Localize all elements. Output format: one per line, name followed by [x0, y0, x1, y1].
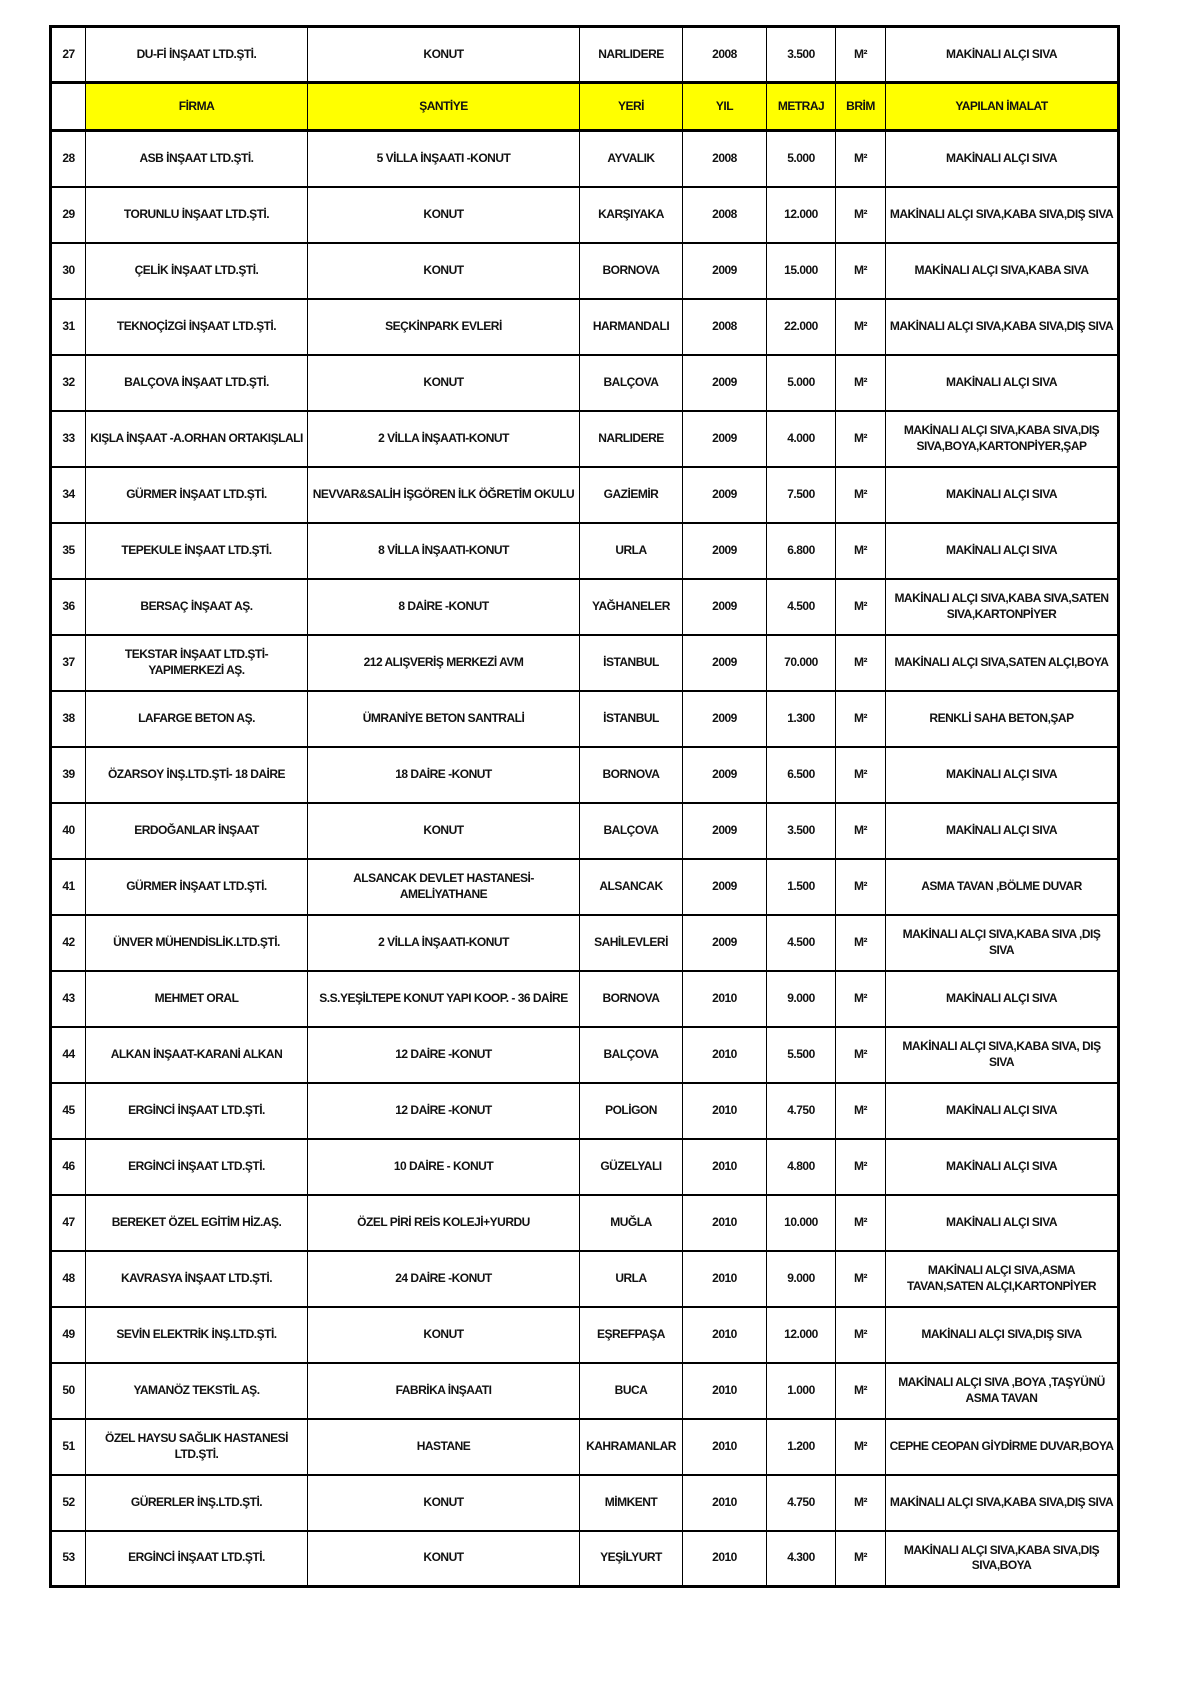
cell-no: 43 — [51, 971, 86, 1027]
cell-yil: 2009 — [683, 411, 767, 467]
cell-no: 48 — [51, 1251, 86, 1307]
cell-yeri: NARLIDERE — [580, 411, 683, 467]
cell-yil: 2010 — [683, 1027, 767, 1083]
cell-no: 47 — [51, 1195, 86, 1251]
cell-imalat: MAKİNALI ALÇI SIVA — [886, 971, 1119, 1027]
cell-no: 41 — [51, 859, 86, 915]
cell-firma: TEKSTAR İNŞAAT LTD.ŞTİ- YAPIMERKEZİ AŞ. — [86, 635, 308, 691]
cell-brim: M² — [836, 1251, 886, 1307]
cell-yil: 2008 — [683, 187, 767, 243]
column-header-yeri: YERİ — [580, 83, 683, 131]
cell-metraj: 12.000 — [767, 1307, 836, 1363]
cell-santiye: S.S.YEŞİLTEPE KONUT YAPI KOOP. - 36 DAİRE — [308, 971, 580, 1027]
cell-yil: 2008 — [683, 299, 767, 355]
cell-imalat: MAKİNALI ALÇI SIVA — [886, 27, 1119, 83]
cell-yil: 2010 — [683, 1307, 767, 1363]
cell-imalat: MAKİNALI ALÇI SIVA,DIŞ SIVA — [886, 1307, 1119, 1363]
table-row — [51, 1531, 1119, 1587]
cell-imalat: RENKLİ SAHA BETON,ŞAP — [886, 691, 1119, 747]
cell-metraj: 4.750 — [767, 1475, 836, 1531]
cell-brim: M² — [836, 243, 886, 299]
table-row — [51, 187, 1119, 243]
cell-imalat: MAKİNALI ALÇI SIVA — [886, 803, 1119, 859]
table-row — [51, 635, 1119, 691]
cell-imalat: MAKİNALI ALÇI SIVA — [886, 523, 1119, 579]
cell-yeri: KAHRAMANLAR — [580, 1419, 683, 1475]
column-header-yil: YIL — [683, 83, 767, 131]
cell-metraj: 1.300 — [767, 691, 836, 747]
cell-imalat: MAKİNALI ALÇI SIVA,KABA SIVA ,DIŞ SIVA — [886, 915, 1119, 971]
cell-imalat: MAKİNALI ALÇI SIVA,KABA SIVA,DIŞ SIVA — [886, 187, 1119, 243]
references-table — [49, 25, 1120, 1588]
table-row — [51, 803, 1119, 859]
cell-brim: M² — [836, 27, 886, 83]
cell-yeri: KARŞIYAKA — [580, 187, 683, 243]
cell-metraj: 70.000 — [767, 635, 836, 691]
cell-imalat: MAKİNALI ALÇI SIVA,KABA SIVA, DIŞ SIVA — [886, 1027, 1119, 1083]
cell-brim: M² — [836, 691, 886, 747]
cell-yil: 2010 — [683, 1363, 767, 1419]
cell-brim: M² — [836, 1027, 886, 1083]
cell-brim: M² — [836, 635, 886, 691]
cell-santiye: HASTANE — [308, 1419, 580, 1475]
cell-yil: 2009 — [683, 635, 767, 691]
cell-yeri: İSTANBUL — [580, 635, 683, 691]
cell-brim: M² — [836, 971, 886, 1027]
table-row — [51, 859, 1119, 915]
cell-brim: M² — [836, 187, 886, 243]
cell-no: 37 — [51, 635, 86, 691]
table-row — [51, 747, 1119, 803]
cell-santiye: 2 VİLLA İNŞAATI-KONUT — [308, 915, 580, 971]
cell-yil: 2009 — [683, 243, 767, 299]
cell-santiye: ÜMRANİYE BETON SANTRALİ — [308, 691, 580, 747]
cell-santiye: SEÇKİNPARK EVLERİ — [308, 299, 580, 355]
cell-metraj: 4.500 — [767, 915, 836, 971]
cell-no: 33 — [51, 411, 86, 467]
cell-imalat: MAKİNALI ALÇI SIVA,KABA SIVA,DIŞ SIVA — [886, 299, 1119, 355]
cell-no: 53 — [51, 1531, 86, 1587]
cell-yeri: HARMANDALI — [580, 299, 683, 355]
table-row — [51, 691, 1119, 747]
table-row — [51, 1139, 1119, 1195]
cell-brim: M² — [836, 1419, 886, 1475]
table-row — [51, 1251, 1119, 1307]
cell-no: 35 — [51, 523, 86, 579]
cell-brim: M² — [836, 1083, 886, 1139]
cell-firma: TORUNLU İNŞAAT LTD.ŞTİ. — [86, 187, 308, 243]
cell-santiye: NEVVAR&SALİH İŞGÖREN İLK ÖĞRETİM OKULU — [308, 467, 580, 523]
cell-no: 52 — [51, 1475, 86, 1531]
table-row — [51, 1027, 1119, 1083]
cell-imalat: MAKİNALI ALÇI SIVA,ASMA TAVAN,SATEN ALÇI,KARTONPİYER — [886, 1251, 1119, 1307]
cell-metraj: 1.500 — [767, 859, 836, 915]
cell-yeri: İSTANBUL — [580, 691, 683, 747]
cell-brim: M² — [836, 131, 886, 187]
cell-metraj: 3.500 — [767, 803, 836, 859]
cell-santiye: 8 DAİRE -KONUT — [308, 579, 580, 635]
cell-imalat: MAKİNALI ALÇI SIVA — [886, 355, 1119, 411]
cell-metraj: 22.000 — [767, 299, 836, 355]
cell-yil: 2009 — [683, 803, 767, 859]
cell-brim: M² — [836, 1531, 886, 1587]
cell-yeri: BALÇOVA — [580, 803, 683, 859]
table-row — [51, 27, 1119, 83]
cell-imalat: MAKİNALI ALÇI SIVA — [886, 1195, 1119, 1251]
cell-santiye: 18 DAİRE -KONUT — [308, 747, 580, 803]
cell-firma: ÖZEL HAYSU SAĞLIK HASTANESİ LTD.ŞTİ. — [86, 1419, 308, 1475]
cell-yil: 2009 — [683, 523, 767, 579]
cell-no: 44 — [51, 1027, 86, 1083]
cell-firma: KAVRASYA İNŞAAT LTD.ŞTİ. — [86, 1251, 308, 1307]
cell-firma: GÜRMER İNŞAAT LTD.ŞTİ. — [86, 467, 308, 523]
cell-brim: M² — [836, 747, 886, 803]
cell-yeri: GÜZELYALI — [580, 1139, 683, 1195]
cell-santiye: KONUT — [308, 803, 580, 859]
cell-yil: 2010 — [683, 1139, 767, 1195]
cell-metraj: 1.000 — [767, 1363, 836, 1419]
cell-no: 51 — [51, 1419, 86, 1475]
cell-metraj: 4.800 — [767, 1139, 836, 1195]
cell-firma: SEVİN ELEKTRİK İNŞ.LTD.ŞTİ. — [86, 1307, 308, 1363]
table-row — [51, 1419, 1119, 1475]
cell-firma: MEHMET ORAL — [86, 971, 308, 1027]
cell-metraj: 9.000 — [767, 971, 836, 1027]
cell-no: 27 — [51, 27, 86, 83]
cell-yeri: YAĞHANELER — [580, 579, 683, 635]
cell-brim: M² — [836, 1139, 886, 1195]
cell-metraj: 4.750 — [767, 1083, 836, 1139]
cell-no: 31 — [51, 299, 86, 355]
cell-no: 29 — [51, 187, 86, 243]
cell-imalat: MAKİNALI ALÇI SIVA — [886, 1083, 1119, 1139]
cell-no: 38 — [51, 691, 86, 747]
cell-no: 50 — [51, 1363, 86, 1419]
cell-no: 39 — [51, 747, 86, 803]
cell-metraj: 9.000 — [767, 1251, 836, 1307]
cell-brim: M² — [836, 915, 886, 971]
cell-metraj: 15.000 — [767, 243, 836, 299]
cell-yeri: YEŞİLYURT — [580, 1531, 683, 1587]
column-header-brim: BRİM — [836, 83, 886, 131]
cell-yeri: BALÇOVA — [580, 355, 683, 411]
cell-yeri: AYVALIK — [580, 131, 683, 187]
cell-imalat: MAKİNALI ALÇI SIVA ,BOYA ,TAŞYÜNÜ ASMA TAVAN — [886, 1363, 1119, 1419]
cell-yil: 2009 — [683, 747, 767, 803]
cell-brim: M² — [836, 355, 886, 411]
cell-no: 30 — [51, 243, 86, 299]
cell-santiye: FABRİKA İNŞAATI — [308, 1363, 580, 1419]
cell-imalat: MAKİNALI ALÇI SIVA,SATEN ALÇI,BOYA — [886, 635, 1119, 691]
cell-firma: TEPEKULE İNŞAAT LTD.ŞTİ. — [86, 523, 308, 579]
cell-yil: 2010 — [683, 1531, 767, 1587]
cell-metraj: 5.500 — [767, 1027, 836, 1083]
cell-santiye: KONUT — [308, 187, 580, 243]
table-body — [51, 27, 1119, 1587]
cell-brim: M² — [836, 1307, 886, 1363]
cell-metraj: 6.800 — [767, 523, 836, 579]
cell-yeri: BUCA — [580, 1363, 683, 1419]
cell-santiye: 24 DAİRE -KONUT — [308, 1251, 580, 1307]
cell-yil: 2010 — [683, 1083, 767, 1139]
cell-metraj: 4.300 — [767, 1531, 836, 1587]
cell-santiye: 12 DAİRE -KONUT — [308, 1083, 580, 1139]
cell-firma: DU-Fİ İNŞAAT LTD.ŞTİ. — [86, 27, 308, 83]
cell-no: 34 — [51, 467, 86, 523]
cell-yeri: BORNOVA — [580, 971, 683, 1027]
cell-metraj: 12.000 — [767, 187, 836, 243]
table-row — [51, 1083, 1119, 1139]
table-row — [51, 243, 1119, 299]
cell-yeri: NARLIDERE — [580, 27, 683, 83]
column-header-firma: FİRMA — [86, 83, 308, 131]
cell-metraj: 6.500 — [767, 747, 836, 803]
table-row — [51, 1195, 1119, 1251]
table-row — [51, 1307, 1119, 1363]
table-row — [51, 579, 1119, 635]
cell-no: 45 — [51, 1083, 86, 1139]
cell-santiye: 2 VİLLA İNŞAATI-KONUT — [308, 411, 580, 467]
cell-santiye: KONUT — [308, 1531, 580, 1587]
cell-yeri: GAZİEMİR — [580, 467, 683, 523]
cell-brim: M² — [836, 411, 886, 467]
cell-no: 32 — [51, 355, 86, 411]
cell-yil: 2009 — [683, 691, 767, 747]
cell-yil: 2010 — [683, 1195, 767, 1251]
cell-firma: GÜRERLER İNŞ.LTD.ŞTİ. — [86, 1475, 308, 1531]
cell-yil: 2010 — [683, 1419, 767, 1475]
cell-firma: ÖZARSOY İNŞ.LTD.ŞTİ- 18 DAİRE — [86, 747, 308, 803]
column-header-metraj: METRAJ — [767, 83, 836, 131]
cell-firma: ERGİNCİ İNŞAAT LTD.ŞTİ. — [86, 1139, 308, 1195]
cell-firma: BEREKET ÖZEL EGİTİM HİZ.AŞ. — [86, 1195, 308, 1251]
cell-yeri: SAHİLEVLERİ — [580, 915, 683, 971]
cell-imalat: MAKİNALI ALÇI SIVA,KABA SIVA — [886, 243, 1119, 299]
cell-yeri: BORNOVA — [580, 243, 683, 299]
cell-metraj: 7.500 — [767, 467, 836, 523]
table-row — [51, 915, 1119, 971]
cell-santiye: ÖZEL PİRİ REİS KOLEJİ+YURDU — [308, 1195, 580, 1251]
cell-yeri: BORNOVA — [580, 747, 683, 803]
cell-firma: ERDOĞANLAR İNŞAAT — [86, 803, 308, 859]
cell-metraj: 1.200 — [767, 1419, 836, 1475]
cell-santiye: 5 VİLLA İNŞAATI -KONUT — [308, 131, 580, 187]
table-row — [51, 467, 1119, 523]
cell-yil: 2009 — [683, 579, 767, 635]
cell-yil: 2010 — [683, 971, 767, 1027]
cell-imalat: MAKİNALI ALÇI SIVA — [886, 467, 1119, 523]
cell-no: 46 — [51, 1139, 86, 1195]
cell-yeri: MUĞLA — [580, 1195, 683, 1251]
cell-yil: 2010 — [683, 1251, 767, 1307]
cell-yeri: ALSANCAK — [580, 859, 683, 915]
cell-santiye: 8 VİLLA İNŞAATI-KONUT — [308, 523, 580, 579]
cell-no: 42 — [51, 915, 86, 971]
cell-brim: M² — [836, 1363, 886, 1419]
cell-imalat: MAKİNALI ALÇI SIVA — [886, 1139, 1119, 1195]
cell-yeri: POLİGON — [580, 1083, 683, 1139]
cell-brim: M² — [836, 859, 886, 915]
cell-firma: GÜRMER İNŞAAT LTD.ŞTİ. — [86, 859, 308, 915]
table-row — [51, 131, 1119, 187]
table-row — [51, 523, 1119, 579]
cell-metraj: 5.000 — [767, 131, 836, 187]
column-header-santiye: ŞANTİYE — [308, 83, 580, 131]
cell-brim: M² — [836, 523, 886, 579]
cell-santiye: KONUT — [308, 243, 580, 299]
cell-santiye: KONUT — [308, 355, 580, 411]
cell-firma: YAMANÖZ TEKSTİL AŞ. — [86, 1363, 308, 1419]
cell-imalat: ASMA TAVAN ,BÖLME DUVAR — [886, 859, 1119, 915]
cell-santiye: KONUT — [308, 27, 580, 83]
cell-brim: M² — [836, 299, 886, 355]
table-row — [51, 1475, 1119, 1531]
cell-firma: LAFARGE BETON AŞ. — [86, 691, 308, 747]
table-row — [51, 1363, 1119, 1419]
cell-imalat: MAKİNALI ALÇI SIVA,KABA SIVA,DIŞ SIVA,BOYA,KARTONPİYER,ŞAP — [886, 411, 1119, 467]
cell-brim: M² — [836, 579, 886, 635]
cell-no: 28 — [51, 131, 86, 187]
cell-firma: BERSAÇ İNŞAAT AŞ. — [86, 579, 308, 635]
cell-imalat: MAKİNALI ALÇI SIVA,KABA SIVA,SATEN SIVA,KARTONPİYER — [886, 579, 1119, 635]
cell-santiye: 212 ALIŞVERİŞ MERKEZİ AVM — [308, 635, 580, 691]
cell-no: 36 — [51, 579, 86, 635]
table-row — [51, 411, 1119, 467]
cell-yeri: URLA — [580, 1251, 683, 1307]
column-header-imalat: YAPILAN İMALAT — [886, 83, 1119, 131]
cell-imalat: CEPHE CEOPAN GİYDİRME DUVAR,BOYA — [886, 1419, 1119, 1475]
cell-firma: ALKAN İNŞAAT-KARANİ ALKAN — [86, 1027, 308, 1083]
cell-yil: 2008 — [683, 131, 767, 187]
cell-yil: 2009 — [683, 915, 767, 971]
cell-metraj: 10.000 — [767, 1195, 836, 1251]
cell-no: 49 — [51, 1307, 86, 1363]
cell-imalat: MAKİNALI ALÇI SIVA,KABA SIVA,DIŞ SIVA — [886, 1475, 1119, 1531]
cell-yeri: EŞREFPAŞA — [580, 1307, 683, 1363]
cell-brim: M² — [836, 467, 886, 523]
cell-firma: ÇELİK İNŞAAT LTD.ŞTİ. — [86, 243, 308, 299]
cell-metraj: 4.500 — [767, 579, 836, 635]
cell-metraj: 4.000 — [767, 411, 836, 467]
cell-yil: 2009 — [683, 355, 767, 411]
cell-yil: 2009 — [683, 467, 767, 523]
cell-santiye: 10 DAİRE - KONUT — [308, 1139, 580, 1195]
cell-yil: 2010 — [683, 1475, 767, 1531]
cell-firma: ERGİNCİ İNŞAAT LTD.ŞTİ. — [86, 1531, 308, 1587]
header-corner-cell — [51, 83, 86, 131]
cell-imalat: MAKİNALI ALÇI SIVA — [886, 131, 1119, 187]
cell-imalat: MAKİNALI ALÇI SIVA — [886, 747, 1119, 803]
cell-yil: 2009 — [683, 859, 767, 915]
cell-firma: ERGİNCİ İNŞAAT LTD.ŞTİ. — [86, 1083, 308, 1139]
cell-brim: M² — [836, 1475, 886, 1531]
cell-metraj: 5.000 — [767, 355, 836, 411]
cell-santiye: 12 DAİRE -KONUT — [308, 1027, 580, 1083]
cell-firma: ASB İNŞAAT LTD.ŞTİ. — [86, 131, 308, 187]
column-header-row — [51, 83, 1119, 131]
cell-metraj: 3.500 — [767, 27, 836, 83]
cell-imalat: MAKİNALI ALÇI SIVA,KABA SIVA,DIŞ SIVA,BOYA — [886, 1531, 1119, 1587]
cell-santiye: KONUT — [308, 1307, 580, 1363]
cell-firma: ÜNVER MÜHENDİSLİK.LTD.ŞTİ. — [86, 915, 308, 971]
cell-firma: KIŞLA İNŞAAT -A.ORHAN ORTAKIŞLALI — [86, 411, 308, 467]
table-row — [51, 299, 1119, 355]
table-row — [51, 971, 1119, 1027]
cell-santiye: ALSANCAK DEVLET HASTANESİ-AMELİYATHANE — [308, 859, 580, 915]
cell-yeri: BALÇOVA — [580, 1027, 683, 1083]
cell-yeri: URLA — [580, 523, 683, 579]
cell-firma: BALÇOVA İNŞAAT LTD.ŞTİ. — [86, 355, 308, 411]
table-row — [51, 355, 1119, 411]
cell-yil: 2008 — [683, 27, 767, 83]
cell-firma: TEKNOÇİZGİ İNŞAAT LTD.ŞTİ. — [86, 299, 308, 355]
cell-brim: M² — [836, 1195, 886, 1251]
cell-no: 40 — [51, 803, 86, 859]
cell-yeri: MİMKENT — [580, 1475, 683, 1531]
cell-santiye: KONUT — [308, 1475, 580, 1531]
cell-brim: M² — [836, 803, 886, 859]
